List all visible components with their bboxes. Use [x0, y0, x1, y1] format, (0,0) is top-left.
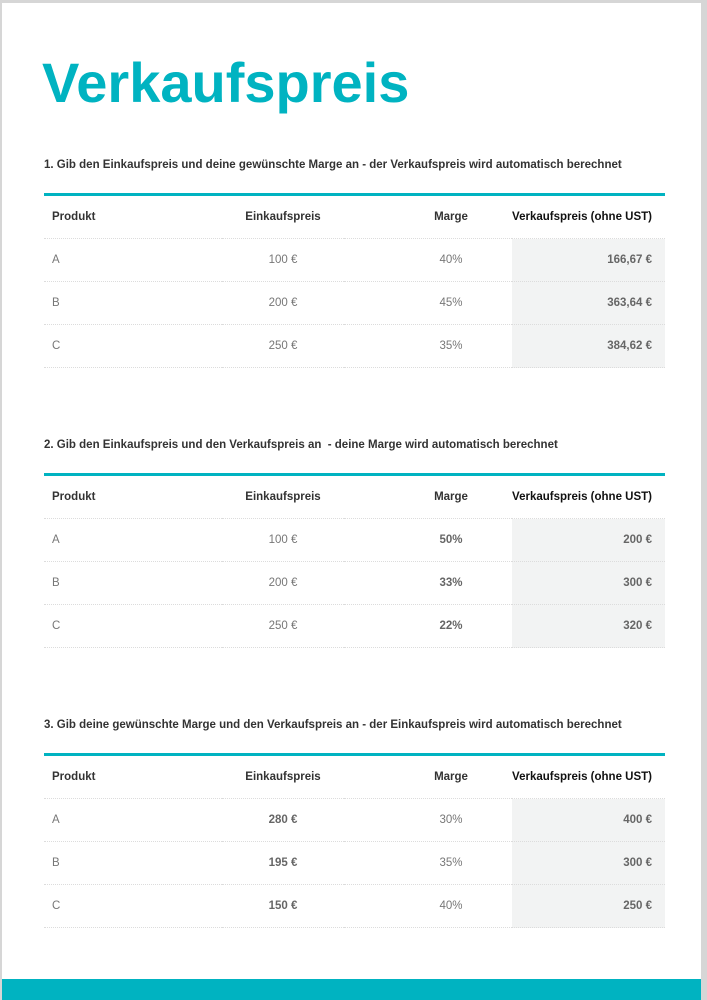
- cell-produkt: B: [44, 842, 222, 885]
- cell-marge[interactable]: 35%: [344, 325, 512, 368]
- cell-einkaufspreis: 195 €: [222, 842, 344, 885]
- cell-einkaufspreis[interactable]: 250 €: [222, 605, 344, 648]
- cell-marge: 50%: [344, 519, 512, 562]
- cell-einkaufspreis: 150 €: [222, 885, 344, 928]
- column-header-verkaufspreis: Verkaufspreis (ohne UST): [512, 755, 665, 799]
- cell-produkt: C: [44, 325, 222, 368]
- column-header-einkaufspreis: Einkaufspreis: [222, 475, 344, 519]
- section-heading: 1. Gib den Einkaufspreis und deine gewünschte Marge an - der Verkaufspreis wird automatisch berechnet: [44, 159, 622, 171]
- cell-einkaufspreis[interactable]: 250 €: [222, 325, 344, 368]
- cell-verkaufspreis[interactable]: 400 €: [512, 799, 665, 842]
- column-header-verkaufspreis: Verkaufspreis (ohne UST): [512, 195, 665, 239]
- cell-verkaufspreis[interactable]: 250 €: [512, 885, 665, 928]
- table-row: [44, 239, 665, 282]
- table-header-row: [44, 755, 665, 799]
- cell-einkaufspreis: 280 €: [222, 799, 344, 842]
- column-header-marge: Marge: [344, 755, 512, 799]
- section-heading: 3. Gib deine gewünschte Marge und den Verkaufspreis an - der Einkaufspreis wird automatisch berechnet: [44, 719, 622, 731]
- page-title: Verkaufspreis: [42, 51, 410, 114]
- table-row: [44, 325, 665, 368]
- table-header-row: [44, 475, 665, 519]
- cell-einkaufspreis[interactable]: 100 €: [222, 519, 344, 562]
- cell-produkt: C: [44, 885, 222, 928]
- table-row: [44, 605, 665, 648]
- document-page: [2, 3, 701, 1000]
- cell-verkaufspreis: 166,67 €: [512, 239, 665, 282]
- table-row: [44, 799, 665, 842]
- cell-einkaufspreis[interactable]: 100 €: [222, 239, 344, 282]
- cell-einkaufspreis[interactable]: 200 €: [222, 282, 344, 325]
- column-header-produkt: Produkt: [44, 195, 222, 239]
- cell-produkt: B: [44, 282, 222, 325]
- table-row: [44, 842, 665, 885]
- table-row: [44, 519, 665, 562]
- column-header-einkaufspreis: Einkaufspreis: [222, 755, 344, 799]
- cell-produkt: A: [44, 799, 222, 842]
- price-table: [44, 473, 665, 648]
- column-header-produkt: Produkt: [44, 475, 222, 519]
- cell-verkaufspreis[interactable]: 200 €: [512, 519, 665, 562]
- cell-verkaufspreis: 384,62 €: [512, 325, 665, 368]
- cell-produkt: A: [44, 239, 222, 282]
- table-row: [44, 885, 665, 928]
- price-table: [44, 753, 665, 928]
- column-header-marge: Marge: [344, 475, 512, 519]
- table-row: [44, 282, 665, 325]
- column-header-produkt: Produkt: [44, 755, 222, 799]
- section-heading: 2. Gib den Einkaufspreis und den Verkaufspreis an - deine Marge wird automatisch berechnet: [44, 439, 558, 451]
- cell-marge[interactable]: 40%: [344, 885, 512, 928]
- table-row: [44, 562, 665, 605]
- column-header-verkaufspreis: Verkaufspreis (ohne UST): [512, 475, 665, 519]
- cell-marge: 22%: [344, 605, 512, 648]
- cell-produkt: B: [44, 562, 222, 605]
- cell-verkaufspreis: 363,64 €: [512, 282, 665, 325]
- column-header-einkaufspreis: Einkaufspreis: [222, 195, 344, 239]
- cell-marge: 33%: [344, 562, 512, 605]
- cell-produkt: C: [44, 605, 222, 648]
- cell-marge[interactable]: 35%: [344, 842, 512, 885]
- cell-marge[interactable]: 40%: [344, 239, 512, 282]
- cell-marge[interactable]: 30%: [344, 799, 512, 842]
- cell-verkaufspreis[interactable]: 320 €: [512, 605, 665, 648]
- price-table: [44, 193, 665, 368]
- section-1: [44, 158, 665, 368]
- section-2: [44, 438, 665, 648]
- section-3: [44, 718, 665, 928]
- cell-verkaufspreis[interactable]: 300 €: [512, 562, 665, 605]
- column-header-marge: Marge: [344, 195, 512, 239]
- table-header-row: [44, 195, 665, 239]
- cell-marge[interactable]: 45%: [344, 282, 512, 325]
- cell-verkaufspreis[interactable]: 300 €: [512, 842, 665, 885]
- cell-einkaufspreis[interactable]: 200 €: [222, 562, 344, 605]
- footer-accent-bar: [2, 979, 701, 1000]
- cell-produkt: A: [44, 519, 222, 562]
